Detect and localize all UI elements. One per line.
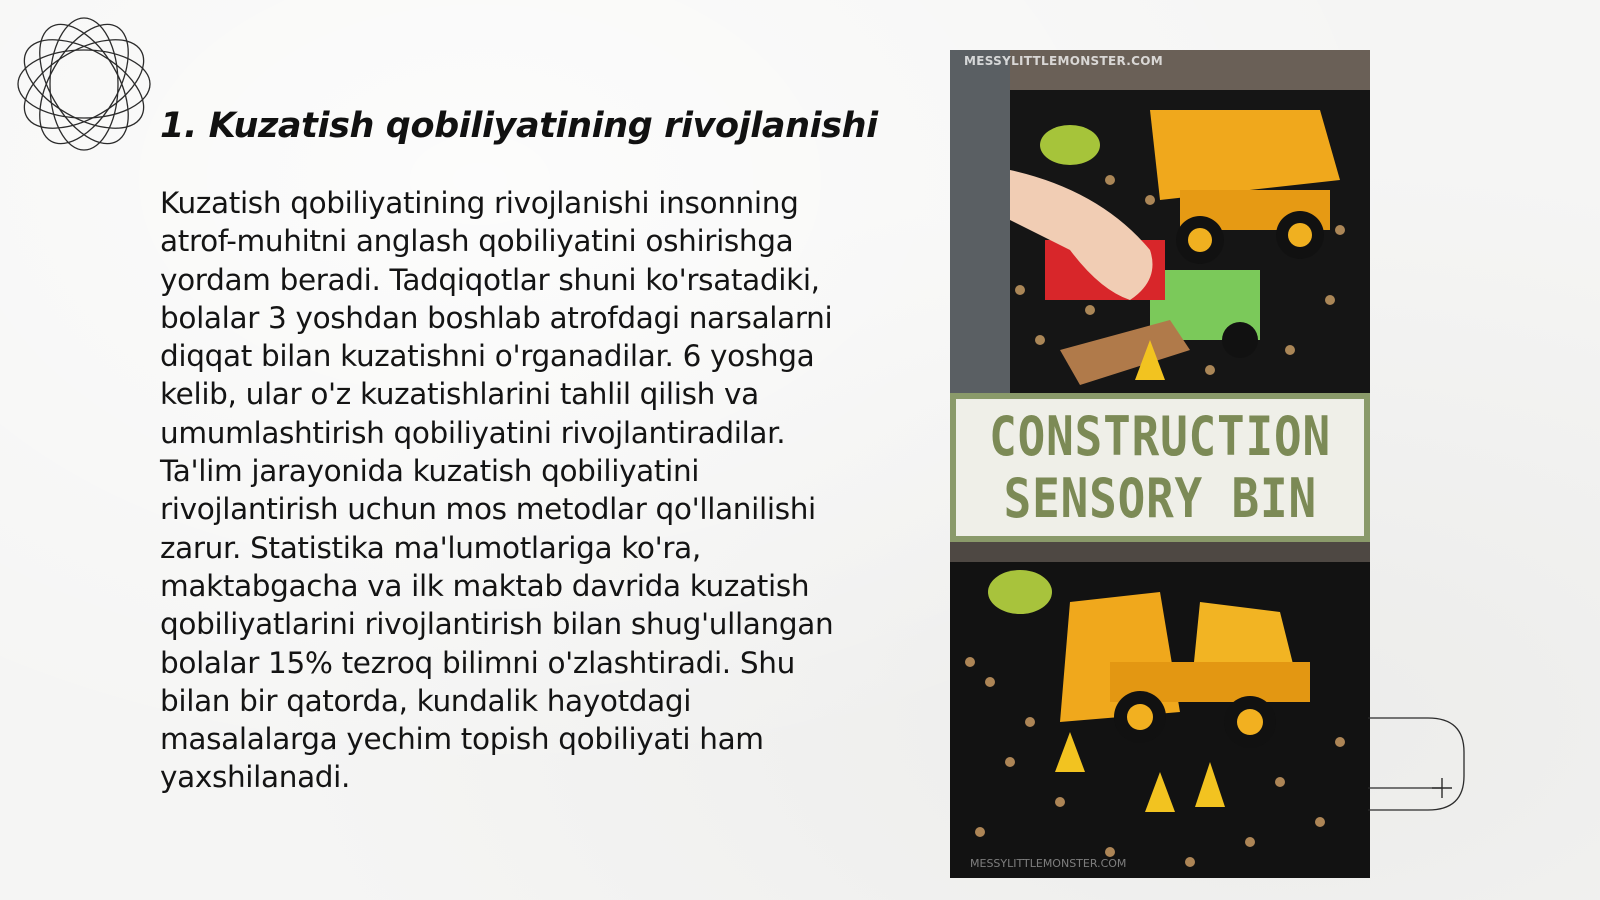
- toy-trucks-photo-top: [950, 50, 1370, 393]
- sparkle-icon: [1432, 778, 1452, 798]
- banner-line-2: SENSORY BIN: [1003, 466, 1317, 530]
- orbit-rings-decoration: [10, 10, 158, 158]
- banner-line-1: CONSTRUCTION: [989, 404, 1331, 468]
- title-banner: [950, 393, 1370, 542]
- construction-sensory-bin-photo: [950, 50, 1370, 878]
- watermark-top: MESSYLITTLEMONSTER.COM: [964, 54, 1163, 68]
- slide-title: 1. Kuzatish qobiliyatining rivojlanishi: [160, 106, 878, 146]
- rounded-frame-decoration: [1368, 716, 1468, 812]
- body-paragraph: Kuzatish qobiliyatining rivojlanishi insonning atrof-muhitni anglash qobiliyatini oshirishga yordam beradi. Tadqiqotlar shuni ko'rsatadiki, bolalar 3 yoshdan boshlab atrofdagi narsalarni diqqat bilan kuzatishni o'rganadilar. 6 yoshga kelib, ular o'z kuzatishlarini tahlil qilish va umumlashtirish qobiliyatini rivojlantiradilar. Ta'lim jarayonida kuzatish qobiliyatini rivojlantirish uchun mos metodlar qo'llanilishi zarur. Statistika ma'lumotlariga ko'ra, maktabgacha va ilk maktab davrida kuzatish qobiliyatlarini rivojlantirish bilan shug'ullangan bolalar 15% tezroq bilimni o'zlashtiradi. Shu bilan bir qatorda, kundalik hayotdagi masalalarga yechim topish qobiliyati ham yaxshilanadi.: [160, 186, 834, 795]
- watermark-bottom: MESSYLITTLEMONSTER.COM: [970, 857, 1127, 870]
- toy-trucks-photo-bottom: [950, 542, 1370, 878]
